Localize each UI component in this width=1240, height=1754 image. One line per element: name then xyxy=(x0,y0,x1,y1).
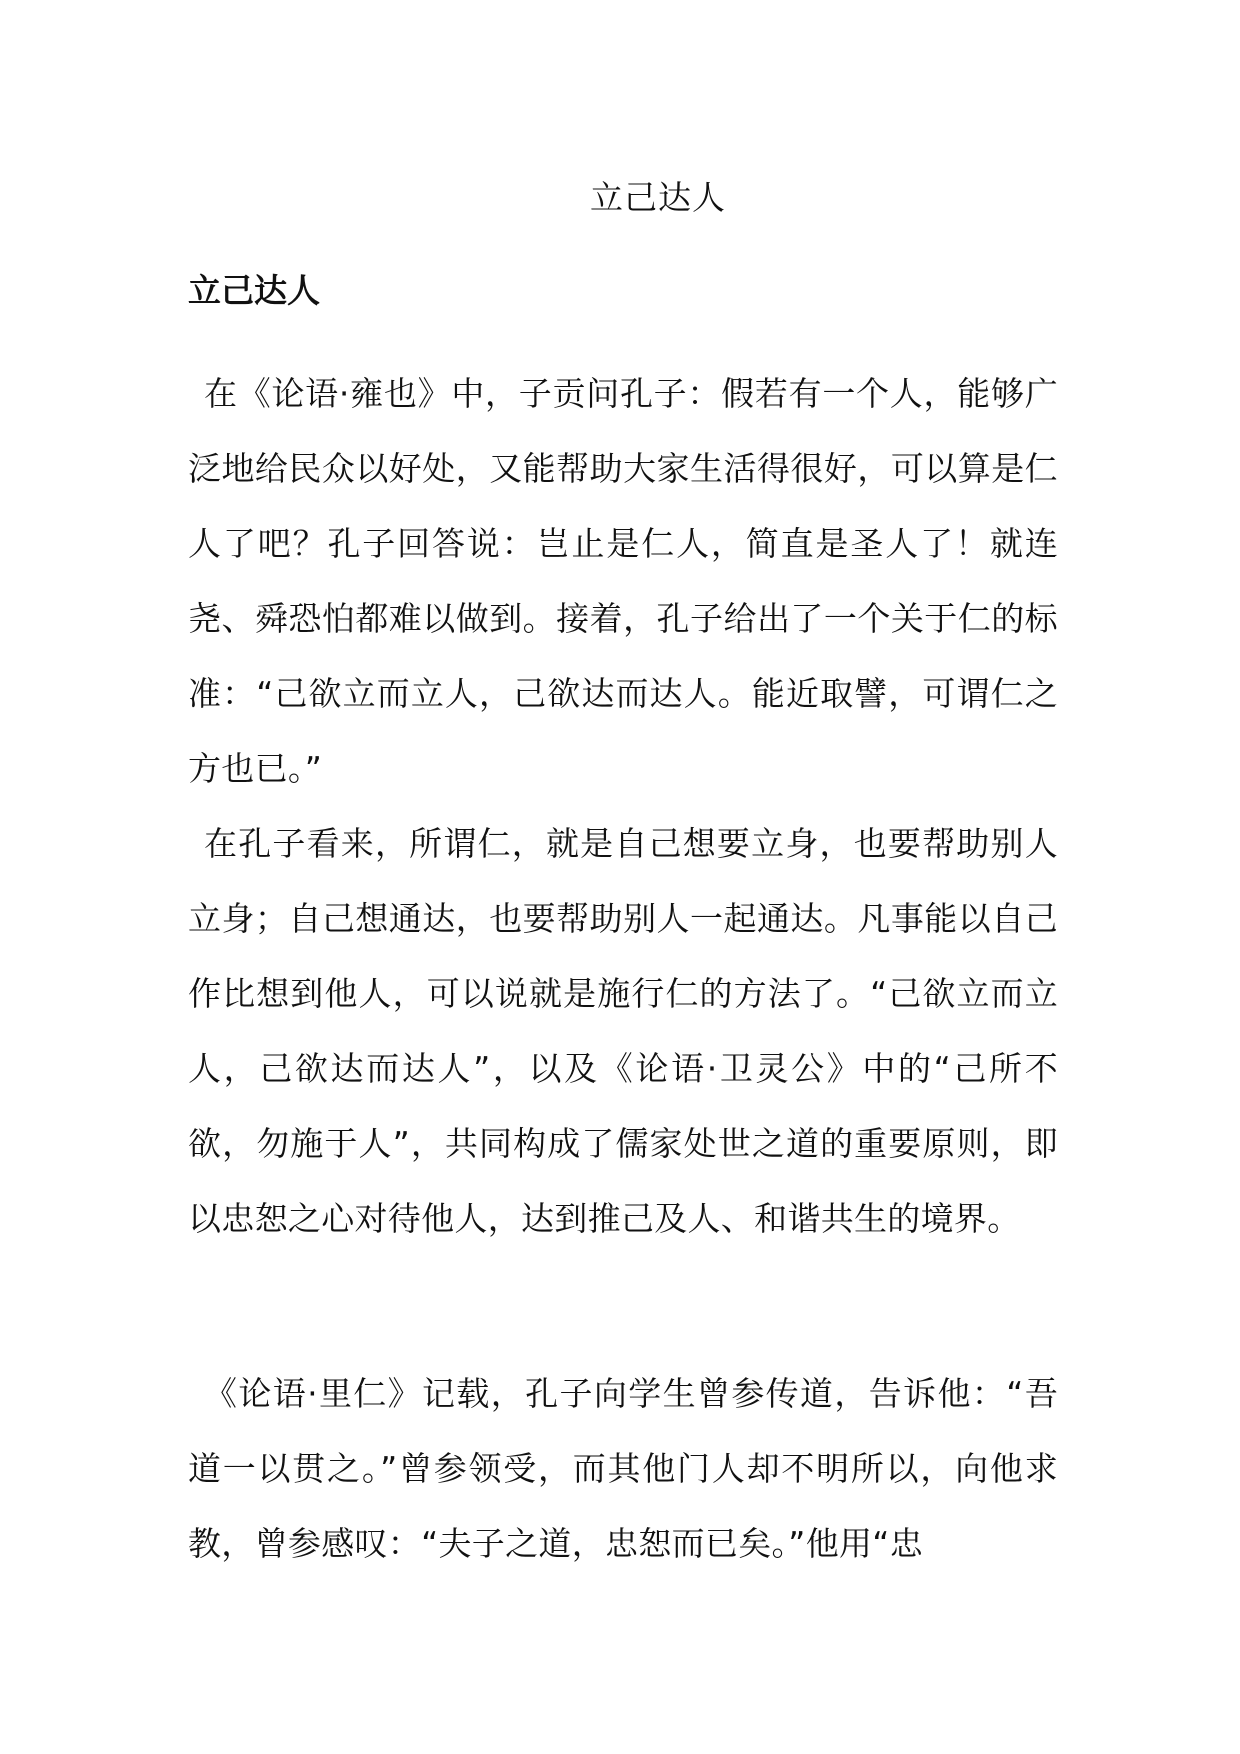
document-subtitle: 立己达人 xyxy=(188,271,320,310)
paragraph: 《论语·里仁》记载，孔子向学生曾参传道，告诉他：“吾道一以贯之。”曾参领受，而其他门人却不明所以，向他求教，曾参感叹：“夫子之道，忠恕而已矣。”他用“忠 xyxy=(188,1374,1058,1563)
document-title: 立己达人 xyxy=(590,178,726,217)
paragraph: 在《论语·雍也》中，子贡问孔子：假若有一个人，能够广泛地给民众以好处，又能帮助大家生活得很好，可以算是仁人了吧？孔子回答说：岂止是仁人，简直是圣人了！就连尧、舜恐怕都难以做到。接着，孔子给出了一个关于仁的标准：“己欲立而立人，己欲达而达人。能近取譬，可谓仁之方也已。” xyxy=(188,374,1058,788)
paragraph: 在孔子看来，所谓仁，就是自己想要立身，也要帮助别人立身；自己想通达，也要帮助别人一起通达。凡事能以自己作比想到他人，可以说就是施行仁的方法了。“己欲立而立人，己欲达而达人”，以及《论语·卫灵公》中的“己所不欲，勿施于人”，共同构成了儒家处世之道的重要原则，即以忠恕之心对待他人，达到推己及人、和谐共生的境界。 xyxy=(188,824,1058,1238)
